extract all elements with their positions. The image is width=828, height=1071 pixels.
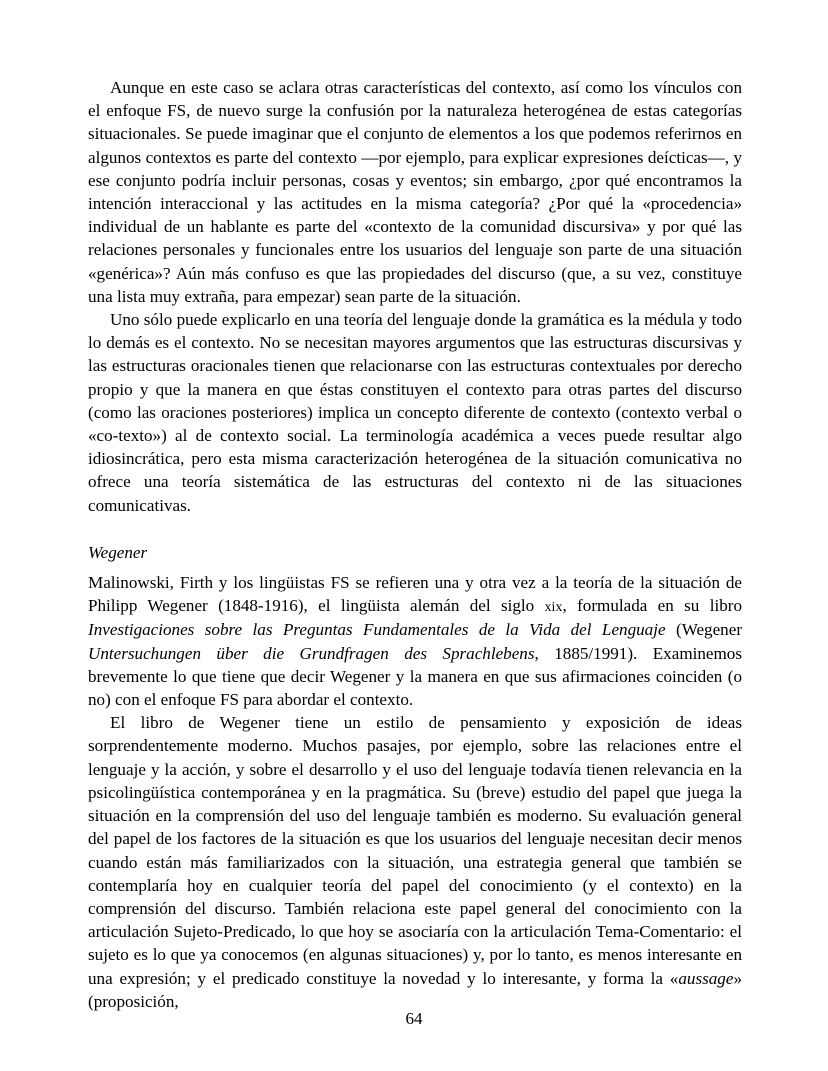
paragraph-3-text-part-3: (Wegener	[665, 620, 743, 640]
text-column	[88, 76, 742, 1013]
paragraph-3-text-part-4: , 1885/1991). Examinemos brevemente lo que tiene que decir Wegener y la manera en que sus afirmaciones coinciden (o no) con el enfoque FS para abordar el contexto.	[88, 643, 742, 710]
section-heading-wegener: Wegener	[88, 542, 148, 562]
paragraph-3-text-part-1: Malinowski, Firth y los lingüistas FS se refieren una y otra vez a la teoría de la situación de Philipp Wegener (1848-1916), el lingüista alemán del siglo	[88, 573, 742, 616]
paragraph-4	[88, 711, 742, 1013]
book-title-german: Untersuchungen über die Grundfragen des Sprachlebens	[88, 643, 535, 663]
term-aussage: aussage	[678, 968, 734, 988]
paragraph-4-text-part-2: » (proposición,	[88, 968, 742, 1011]
paragraph-2: Uno sólo puede explicarlo en una teoría del lenguaje donde la gramática es la médula y todo lo demás es el contexto. No se necesitan mayores argumentos que las estructuras discursivas y las estructuras oracionales tienen que relacionarse con las estructuras contextuales por derecho propio y que la manera en que éstas constituyen el contexto para otras partes del discurso (como las oraciones posteriores) implica un concepto diferente de contexto (contexto verbal o «co-texto») al de contexto social. La terminología académica a veces puede resultar algo idiosincrática, pero esta misma caracterización heterogénea de la situación comunicativa no ofrece una teoría sistemática de las estructuras del contexto ni de las situaciones comunicativas.	[88, 310, 742, 515]
heading-spacer-above	[88, 517, 742, 541]
page-number: 64	[405, 1009, 423, 1028]
paragraph-1: Aunque en este caso se aclara otras características del contexto, así como los vínculos con el enfoque FS, de nuevo surge la confusión por la naturaleza heterogénea de estas categorías situacionales. Se puede imaginar que el conjunto de elementos a los que podemos referirnos en algunos contextos es parte del contexto —por ejemplo, para explicar expresiones deícticas—, y ese conjunto podría incluir personas, cosas y eventos; sin embargo, ¿por qué encontramos la intención interaccional y las actitudes en la misma categoría? ¿Por qué la «procedencia» individual de un hablante es parte del «contexto de la comunidad discursiva» y por qué las relaciones personales y funcionales entre los usuarios del lenguaje son parte de una situación «genérica»? Aún más confuso es que las propiedades del discurso (que, a su vez, constituye una lista muy extraña, para empezar) sean parte de la situación.	[88, 78, 742, 306]
heading-spacer-below	[88, 564, 742, 571]
paragraph-4-text-part-1: El libro de Wegener tiene un estilo de pensamiento y exposición de ideas sorprendentemente moderno. Muchos pasajes, por ejemplo, sobre las relaciones entre el lenguaje y la acción, y sobre el desarrollo y el uso del lenguaje todavía tienen relevancia en la psicolingüística contemporánea y en la pragmática. Su (breve) estudio del papel que juega la situación en la comprensión del uso del lenguaje también es moderno. Su evaluación general del papel de los factores de la situación es que los usuarios del lenguaje necesitan decir menos cuando están más familiarizados con la situación, una estrategia general que también se contemplaría hoy en cualquier teoría del papel del conocimiento (y el contexto) en la comprensión del discurso. También relaciona este papel general del conocimiento con la articulación Sujeto-Predicado, lo que hoy se asociaría con la articulación Tema-Comentario: el sujeto es lo que ya conocemos (en algunas situaciones) y, por lo tanto, es menos interesante en una expresión; y el predicado constituye la novedad y lo interesante, y forma la «	[88, 713, 742, 988]
paragraph-3	[88, 571, 742, 711]
paragraph-3-text-part-2: , formulada en su libro	[562, 596, 742, 616]
book-title-spanish: Investigaciones sobre las Preguntas Fundamentales de la Vida del Lenguaje	[88, 620, 666, 640]
century-smallcaps: xix	[544, 599, 563, 615]
